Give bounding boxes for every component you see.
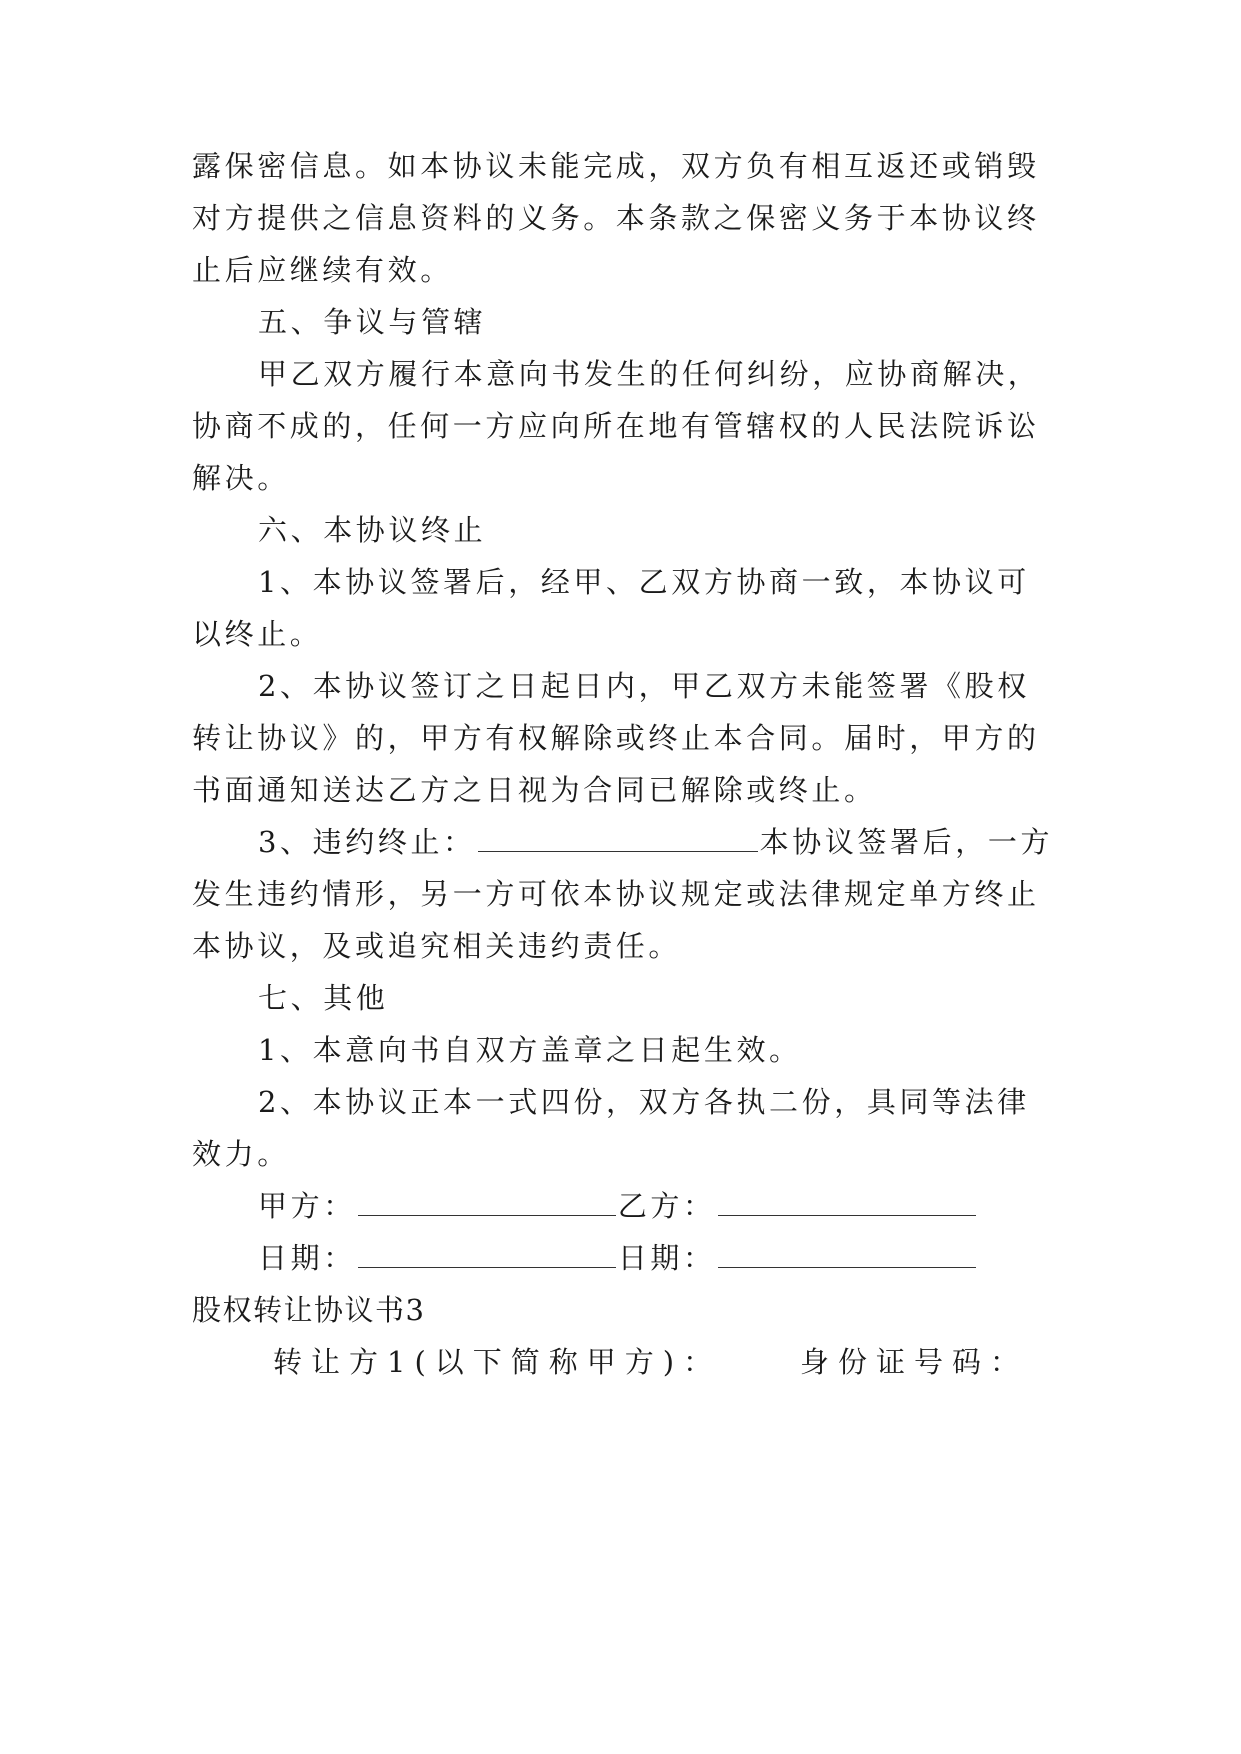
body-line: 协商不成的，任何一方应向所在地有管辖权的人民法院诉讼 [192, 409, 1040, 443]
body-line: 以终止。 [192, 617, 323, 651]
section-heading: 六、本协议终止 [258, 513, 487, 547]
date-a-blank [358, 1239, 616, 1268]
signature-row-parties [258, 1186, 978, 1226]
id-number-label: 身份证号码： [800, 1345, 1029, 1379]
next-document-title: 股权转让协议书3 [192, 1293, 426, 1327]
party-a-blank [358, 1187, 616, 1216]
body-line: 对方提供之信息资料的义务。本条款之保密义务于本协议终 [192, 201, 1040, 235]
body-line: 转让协议》的，甲方有权解除或终止本合同。届时，甲方的 [192, 721, 1040, 755]
body-line: 发生违约情形，另一方可依本协议规定或法律规定单方终止 [192, 877, 1040, 911]
body-line: 2、本协议签订之日起日内，甲乙双方未能签署《股权 [258, 669, 1030, 703]
breach-termination-text: 本协议签署后，一方 [759, 825, 1054, 859]
breach-termination-label: 3、违约终止： [258, 825, 476, 859]
body-line: 1、本意向书自双方盖章之日起生效。 [258, 1033, 802, 1067]
section-heading: 五、争议与管辖 [258, 305, 487, 339]
body-line: 解决。 [192, 461, 290, 495]
body-line: 露保密信息。如本协议未能完成，双方负有相互返还或销毁 [192, 149, 1040, 183]
signature-row-dates [258, 1238, 978, 1278]
party-b-label: 乙方： [617, 1189, 716, 1223]
body-line: 2、本协议正本一式四份，双方各执二份，具同等法律 [258, 1085, 1030, 1119]
body-line: 效力。 [192, 1137, 290, 1171]
transferor-line [273, 1342, 721, 1382]
body-line: 书面通知送达乙方之日视为合同已解除或终止。 [192, 773, 877, 807]
id-number-line [800, 1342, 1028, 1382]
section-heading: 七、其他 [258, 981, 389, 1015]
breach-termination-blank [478, 823, 758, 852]
body-line-with-blank [258, 822, 1053, 862]
body-line: 本协议，及或追究相关违约责任。 [192, 929, 682, 963]
party-a-label: 甲方： [258, 1189, 356, 1223]
party-b-blank [718, 1187, 976, 1216]
date-a-label: 日期： [258, 1241, 356, 1275]
body-line: 止后应继续有效。 [192, 253, 453, 287]
date-b-label: 日期： [617, 1241, 716, 1275]
date-b-blank [718, 1239, 976, 1268]
body-line: 甲乙双方履行本意向书发生的任何纠纷，应协商解决， [258, 357, 1041, 391]
body-line: 1、本协议签署后，经甲、乙双方协商一致，本协议可 [258, 565, 1030, 599]
transferor-label: 转让方1(以下简称甲方)： [273, 1345, 722, 1379]
